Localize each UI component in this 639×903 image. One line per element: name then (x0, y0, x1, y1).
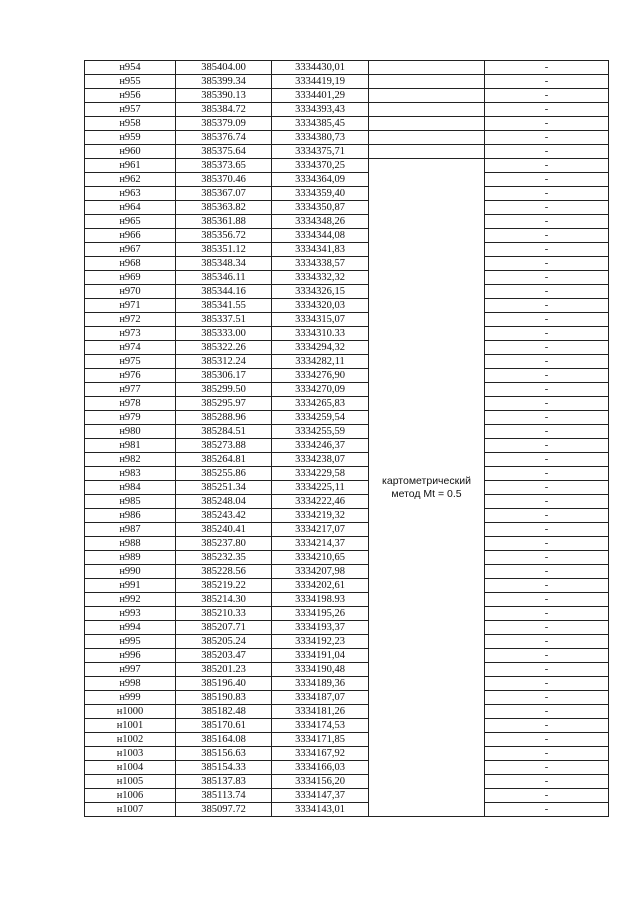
x-coordinate-cell: 385203.47 (176, 649, 272, 663)
table-row (85, 271, 609, 285)
y-coordinate-cell: 3334222,46 (272, 495, 369, 509)
table-row (85, 145, 609, 159)
point-id-cell: н1003 (85, 747, 176, 761)
point-id-cell: н969 (85, 271, 176, 285)
y-coordinate-cell: 3334195,26 (272, 607, 369, 621)
note-cell: - (485, 803, 609, 817)
point-id-cell: н980 (85, 425, 176, 439)
y-coordinate-cell: 3334210,65 (272, 551, 369, 565)
note-cell: - (485, 313, 609, 327)
note-cell: - (485, 369, 609, 383)
point-id-cell: н996 (85, 649, 176, 663)
x-coordinate-cell: 385251.34 (176, 481, 272, 495)
note-cell: - (485, 383, 609, 397)
table-row (85, 257, 609, 271)
table-row (85, 495, 609, 509)
note-cell: - (485, 733, 609, 747)
y-coordinate-cell: 3334270,09 (272, 383, 369, 397)
note-cell: - (485, 705, 609, 719)
note-cell: - (485, 425, 609, 439)
y-coordinate-cell: 3334147,37 (272, 789, 369, 803)
x-coordinate-cell: 385156.63 (176, 747, 272, 761)
x-coordinate-cell: 385210.33 (176, 607, 272, 621)
x-coordinate-cell: 385097.72 (176, 803, 272, 817)
x-coordinate-cell: 385356.72 (176, 229, 272, 243)
point-id-cell: н954 (85, 61, 176, 75)
x-coordinate-cell: 385164.08 (176, 733, 272, 747)
x-coordinate-cell: 385232.35 (176, 551, 272, 565)
y-coordinate-cell: 3334375,71 (272, 145, 369, 159)
table-row (85, 383, 609, 397)
x-coordinate-cell: 385370.46 (176, 173, 272, 187)
point-id-cell: н964 (85, 201, 176, 215)
x-coordinate-cell: 385361.88 (176, 215, 272, 229)
point-id-cell: н1000 (85, 705, 176, 719)
x-coordinate-cell: 385273.88 (176, 439, 272, 453)
table-row (85, 775, 609, 789)
point-id-cell: н956 (85, 89, 176, 103)
point-id-cell: н977 (85, 383, 176, 397)
table-row (85, 467, 609, 481)
note-cell: - (485, 565, 609, 579)
note-cell: - (485, 747, 609, 761)
note-cell: - (485, 117, 609, 131)
note-cell: - (485, 229, 609, 243)
note-cell: - (485, 649, 609, 663)
point-id-cell: н982 (85, 453, 176, 467)
table-row (85, 635, 609, 649)
table-row (85, 579, 609, 593)
y-coordinate-cell: 3334255,59 (272, 425, 369, 439)
table-row (85, 397, 609, 411)
point-id-cell: н968 (85, 257, 176, 271)
x-coordinate-cell: 385288.96 (176, 411, 272, 425)
point-id-cell: н957 (85, 103, 176, 117)
method-label-line1: картометрический (382, 474, 471, 487)
note-cell: - (485, 579, 609, 593)
y-coordinate-cell: 3334338,57 (272, 257, 369, 271)
table-row (85, 215, 609, 229)
table-row (85, 411, 609, 425)
note-cell: - (485, 299, 609, 313)
y-coordinate-cell: 3334171,85 (272, 733, 369, 747)
note-cell: - (485, 467, 609, 481)
table-row (85, 803, 609, 817)
table-row (85, 341, 609, 355)
x-coordinate-cell: 385346.11 (176, 271, 272, 285)
point-id-cell: н967 (85, 243, 176, 257)
note-cell: - (485, 103, 609, 117)
y-coordinate-cell: 3334265,83 (272, 397, 369, 411)
method-empty-cell (369, 75, 485, 89)
y-coordinate-cell: 3334364,09 (272, 173, 369, 187)
x-coordinate-cell: 385196.40 (176, 677, 272, 691)
method-empty-cell (369, 61, 485, 75)
method-empty-cell (369, 145, 485, 159)
table-row (85, 327, 609, 341)
point-id-cell: н998 (85, 677, 176, 691)
table-row (85, 523, 609, 537)
note-cell: - (485, 593, 609, 607)
note-cell: - (485, 551, 609, 565)
x-coordinate-cell: 385399.34 (176, 75, 272, 89)
point-id-cell: н988 (85, 537, 176, 551)
x-coordinate-cell: 385240.41 (176, 523, 272, 537)
note-cell: - (485, 411, 609, 425)
x-coordinate-cell: 385333.00 (176, 327, 272, 341)
table-row (85, 537, 609, 551)
y-coordinate-cell: 3334174,53 (272, 719, 369, 733)
x-coordinate-cell: 385367.07 (176, 187, 272, 201)
point-id-cell: н959 (85, 131, 176, 145)
x-coordinate-cell: 385201.23 (176, 663, 272, 677)
method-empty-cell (369, 131, 485, 145)
point-id-cell: н994 (85, 621, 176, 635)
table-row (85, 243, 609, 257)
table-row (85, 117, 609, 131)
table-row (85, 103, 609, 117)
note-cell: - (485, 355, 609, 369)
y-coordinate-cell: 3334359,40 (272, 187, 369, 201)
point-id-cell: н965 (85, 215, 176, 229)
table-row (85, 649, 609, 663)
point-id-cell: н997 (85, 663, 176, 677)
y-coordinate-cell: 3334207,98 (272, 565, 369, 579)
y-coordinate-cell: 3334187,07 (272, 691, 369, 705)
y-coordinate-cell: 3334191,04 (272, 649, 369, 663)
point-id-cell: н989 (85, 551, 176, 565)
y-coordinate-cell: 3334310.33 (272, 327, 369, 341)
x-coordinate-cell: 385170.61 (176, 719, 272, 733)
note-cell: - (485, 537, 609, 551)
y-coordinate-cell: 3334401,29 (272, 89, 369, 103)
y-coordinate-cell: 3334294,32 (272, 341, 369, 355)
x-coordinate-cell: 385379.09 (176, 117, 272, 131)
table-row (85, 691, 609, 705)
table-row (85, 425, 609, 439)
y-coordinate-cell: 3334198.93 (272, 593, 369, 607)
y-coordinate-cell: 3334385,45 (272, 117, 369, 131)
method-label-line2: метод Mt = 0.5 (391, 487, 462, 500)
note-cell: - (485, 607, 609, 621)
point-id-cell: н979 (85, 411, 176, 425)
x-coordinate-cell: 385384.72 (176, 103, 272, 117)
table-row (85, 663, 609, 677)
y-coordinate-cell: 3334214,37 (272, 537, 369, 551)
point-id-cell: н974 (85, 341, 176, 355)
x-coordinate-cell: 385404.00 (176, 61, 272, 75)
y-coordinate-cell: 3334344,08 (272, 229, 369, 243)
point-id-cell: н971 (85, 299, 176, 313)
y-coordinate-cell: 3334167,92 (272, 747, 369, 761)
table-row (85, 593, 609, 607)
table-row (85, 761, 609, 775)
table-row (85, 453, 609, 467)
point-id-cell: н1007 (85, 803, 176, 817)
y-coordinate-cell: 3334276,90 (272, 369, 369, 383)
point-id-cell: н972 (85, 313, 176, 327)
y-coordinate-cell: 3334238,07 (272, 453, 369, 467)
table-row (85, 705, 609, 719)
x-coordinate-cell: 385190.83 (176, 691, 272, 705)
point-id-cell: н966 (85, 229, 176, 243)
x-coordinate-cell: 385390.13 (176, 89, 272, 103)
x-coordinate-cell: 385154.33 (176, 761, 272, 775)
x-coordinate-cell: 385351.12 (176, 243, 272, 257)
table-row (85, 187, 609, 201)
point-id-cell: н987 (85, 523, 176, 537)
note-cell: - (485, 439, 609, 453)
note-cell: - (485, 663, 609, 677)
table-row (85, 565, 609, 579)
point-id-cell: н1006 (85, 789, 176, 803)
y-coordinate-cell: 3334156,20 (272, 775, 369, 789)
point-id-cell: н991 (85, 579, 176, 593)
y-coordinate-cell: 3334430,01 (272, 61, 369, 75)
x-coordinate-cell: 385375.64 (176, 145, 272, 159)
note-cell: - (485, 61, 609, 75)
note-cell: - (485, 509, 609, 523)
note-cell: - (485, 145, 609, 159)
point-id-cell: н992 (85, 593, 176, 607)
point-id-cell: н993 (85, 607, 176, 621)
table-row (85, 89, 609, 103)
point-id-cell: н981 (85, 439, 176, 453)
note-cell: - (485, 89, 609, 103)
table-row (85, 369, 609, 383)
note-cell: - (485, 495, 609, 509)
y-coordinate-cell: 3334202,61 (272, 579, 369, 593)
note-cell: - (485, 75, 609, 89)
x-coordinate-cell: 385306.17 (176, 369, 272, 383)
note-cell: - (485, 719, 609, 733)
note-cell: - (485, 201, 609, 215)
x-coordinate-cell: 385373.65 (176, 159, 272, 173)
x-coordinate-cell: 385255.86 (176, 467, 272, 481)
point-id-cell: н1004 (85, 761, 176, 775)
note-cell: - (485, 271, 609, 285)
x-coordinate-cell: 385137.83 (176, 775, 272, 789)
method-empty-cell (369, 103, 485, 117)
point-id-cell: н999 (85, 691, 176, 705)
note-cell: - (485, 789, 609, 803)
table-row (85, 551, 609, 565)
x-coordinate-cell: 385248.04 (176, 495, 272, 509)
table-row (85, 61, 609, 75)
point-id-cell: н983 (85, 467, 176, 481)
y-coordinate-cell: 3334380,73 (272, 131, 369, 145)
y-coordinate-cell: 3334419,19 (272, 75, 369, 89)
table-row (85, 719, 609, 733)
y-coordinate-cell: 3334282,11 (272, 355, 369, 369)
note-cell: - (485, 635, 609, 649)
x-coordinate-cell: 385337.51 (176, 313, 272, 327)
point-id-cell: н986 (85, 509, 176, 523)
note-cell: - (485, 257, 609, 271)
point-id-cell: н963 (85, 187, 176, 201)
point-id-cell: н978 (85, 397, 176, 411)
table-row (85, 75, 609, 89)
y-coordinate-cell: 3334341,83 (272, 243, 369, 257)
table-row (85, 159, 609, 173)
note-cell: - (485, 523, 609, 537)
note-cell: - (485, 243, 609, 257)
table-row (85, 313, 609, 327)
point-id-cell: н984 (85, 481, 176, 495)
note-cell: - (485, 621, 609, 635)
note-cell: - (485, 187, 609, 201)
point-id-cell: н990 (85, 565, 176, 579)
y-coordinate-cell: 3334229,58 (272, 467, 369, 481)
y-coordinate-cell: 3334225,11 (272, 481, 369, 495)
y-coordinate-cell: 3334246,37 (272, 439, 369, 453)
x-coordinate-cell: 385214.30 (176, 593, 272, 607)
point-id-cell: н1001 (85, 719, 176, 733)
point-id-cell: н975 (85, 355, 176, 369)
table-row (85, 229, 609, 243)
x-coordinate-cell: 385344.16 (176, 285, 272, 299)
x-coordinate-cell: 385295.97 (176, 397, 272, 411)
y-coordinate-cell: 3334192,23 (272, 635, 369, 649)
method-empty-cell (369, 117, 485, 131)
point-id-cell: н961 (85, 159, 176, 173)
table-row (85, 439, 609, 453)
y-coordinate-cell: 3334189,36 (272, 677, 369, 691)
table-row (85, 201, 609, 215)
point-id-cell: н960 (85, 145, 176, 159)
x-coordinate-cell: 385312.24 (176, 355, 272, 369)
y-coordinate-cell: 3334370,25 (272, 159, 369, 173)
note-cell: - (485, 453, 609, 467)
table-row (85, 621, 609, 635)
y-coordinate-cell: 3334181,26 (272, 705, 369, 719)
coordinates-table (84, 60, 609, 817)
y-coordinate-cell: 3334190,48 (272, 663, 369, 677)
coordinates-sheet (84, 60, 608, 817)
coordinates-table-body (85, 61, 609, 817)
x-coordinate-cell: 385207.71 (176, 621, 272, 635)
table-row (85, 131, 609, 145)
y-coordinate-cell: 3334332,32 (272, 271, 369, 285)
table-row (85, 677, 609, 691)
x-coordinate-cell: 385113.74 (176, 789, 272, 803)
x-coordinate-cell: 385237.80 (176, 537, 272, 551)
note-cell: - (485, 159, 609, 173)
x-coordinate-cell: 385243.42 (176, 509, 272, 523)
x-coordinate-cell: 385228.56 (176, 565, 272, 579)
note-cell: - (485, 397, 609, 411)
x-coordinate-cell: 385348.34 (176, 257, 272, 271)
y-coordinate-cell: 3334143,01 (272, 803, 369, 817)
x-coordinate-cell: 385322.26 (176, 341, 272, 355)
y-coordinate-cell: 3334320,03 (272, 299, 369, 313)
note-cell: - (485, 215, 609, 229)
x-coordinate-cell: 385205.24 (176, 635, 272, 649)
point-id-cell: н985 (85, 495, 176, 509)
point-id-cell: н976 (85, 369, 176, 383)
table-row (85, 747, 609, 761)
y-coordinate-cell: 3334219,32 (272, 509, 369, 523)
table-row (85, 789, 609, 803)
x-coordinate-cell: 385299.50 (176, 383, 272, 397)
x-coordinate-cell: 385341.55 (176, 299, 272, 313)
method-empty-cell (369, 89, 485, 103)
note-cell: - (485, 285, 609, 299)
point-id-cell: н1002 (85, 733, 176, 747)
note-cell: - (485, 677, 609, 691)
note-cell: - (485, 691, 609, 705)
note-cell: - (485, 761, 609, 775)
note-cell: - (485, 481, 609, 495)
table-row (85, 355, 609, 369)
note-cell: - (485, 173, 609, 187)
table-row (85, 733, 609, 747)
note-cell: - (485, 327, 609, 341)
y-coordinate-cell: 3334259,54 (272, 411, 369, 425)
table-row (85, 299, 609, 313)
point-id-cell: н973 (85, 327, 176, 341)
table-row (85, 481, 609, 495)
y-coordinate-cell: 3334217,07 (272, 523, 369, 537)
x-coordinate-cell: 385219.22 (176, 579, 272, 593)
y-coordinate-cell: 3334315,07 (272, 313, 369, 327)
method-cell (369, 159, 485, 817)
note-cell: - (485, 775, 609, 789)
x-coordinate-cell: 385264.81 (176, 453, 272, 467)
table-row (85, 173, 609, 187)
point-id-cell: н955 (85, 75, 176, 89)
point-id-cell: н995 (85, 635, 176, 649)
table-row (85, 285, 609, 299)
point-id-cell: н958 (85, 117, 176, 131)
y-coordinate-cell: 3334193,37 (272, 621, 369, 635)
point-id-cell: н1005 (85, 775, 176, 789)
y-coordinate-cell: 3334393,43 (272, 103, 369, 117)
y-coordinate-cell: 3334166,03 (272, 761, 369, 775)
y-coordinate-cell: 3334350,87 (272, 201, 369, 215)
note-cell: - (485, 131, 609, 145)
note-cell: - (485, 341, 609, 355)
x-coordinate-cell: 385376.74 (176, 131, 272, 145)
point-id-cell: н970 (85, 285, 176, 299)
y-coordinate-cell: 3334326,15 (272, 285, 369, 299)
x-coordinate-cell: 385363.82 (176, 201, 272, 215)
point-id-cell: н962 (85, 173, 176, 187)
y-coordinate-cell: 3334348,26 (272, 215, 369, 229)
x-coordinate-cell: 385182.48 (176, 705, 272, 719)
table-row (85, 509, 609, 523)
table-row (85, 607, 609, 621)
x-coordinate-cell: 385284.51 (176, 425, 272, 439)
